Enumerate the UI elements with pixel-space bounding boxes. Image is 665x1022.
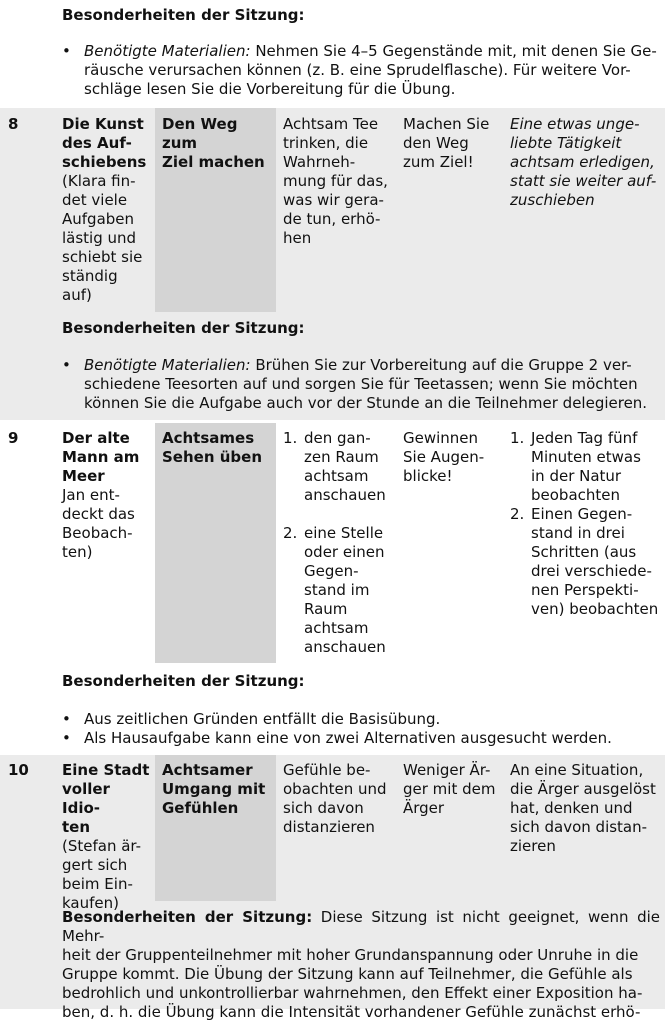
title-line: Meer <box>62 467 105 485</box>
basis-exercise-cell <box>283 429 399 657</box>
item-line: stand in drei <box>531 524 625 542</box>
homework-line: sich davon distan- <box>510 818 648 836</box>
homework-line: achtsam erledigen, <box>510 153 655 171</box>
motto-line: blicke! <box>403 467 453 485</box>
basis-line: Gefühle be- <box>283 761 371 779</box>
homework-line: zieren <box>510 837 556 855</box>
subtitle-line: deckt das <box>62 505 135 523</box>
session-title-cell <box>62 761 152 913</box>
motto-line: Ärger <box>403 799 445 817</box>
numbered-item <box>510 429 665 505</box>
homework-line: Eine etwas unge- <box>510 115 640 133</box>
motto-line: zum Ziel! <box>403 153 474 171</box>
basis-line: distanzieren <box>283 818 375 836</box>
title-line: voller Idio- <box>62 780 110 817</box>
motto-line: den Weg <box>403 134 469 152</box>
item-line: Einen Gegen- <box>531 505 633 523</box>
session-note-bullet <box>62 710 662 729</box>
session-notes-paragraph <box>62 908 660 1022</box>
note-line: Brühen Sie zur Vorbereitung auf die Gruppe 2 ver- <box>255 356 632 374</box>
session-notes-heading: Besonderheiten der Sitzung: <box>62 6 305 24</box>
note-line: können Sie die Aufgabe auch vor der Stunde an die Teilnehmer delegieren. <box>84 394 648 412</box>
homework-line: die Ärger ausgelöst <box>510 780 656 798</box>
basis-line: was wir gera- <box>283 191 384 209</box>
note-line: bedrohlich und unkontrollierbar wahrnehmen, den Effekt einer Exposition ha- <box>62 984 643 1002</box>
session-notes-heading: Besonderheiten der Sitzung: <box>62 908 313 926</box>
numbered-item <box>283 429 399 505</box>
subtitle-line: ständig <box>62 267 118 285</box>
item-number: 2. <box>510 505 525 523</box>
title-line: Eine Stadt <box>62 761 150 779</box>
motto-line: Weniger Är- <box>403 761 491 779</box>
exercise-line: Gefühlen <box>162 799 239 817</box>
basis-line: trinken, die <box>283 134 369 152</box>
basis-line: Achtsam Tee <box>283 115 379 133</box>
item-line: Schritten (aus <box>531 543 637 561</box>
numbered-item <box>283 524 399 657</box>
motto-cell <box>403 761 505 818</box>
item-line: Jeden Tag fünf <box>531 429 638 447</box>
basis-line: obachten und <box>283 780 387 798</box>
subtitle-line: kaufen) <box>62 894 119 912</box>
basis-line: Wahrneh- <box>283 153 356 171</box>
homework-line: An eine Situation, <box>510 761 644 779</box>
note-line: heit der Gruppenteilnehmer mit hoher Grundanspannung oder Unruhe in die <box>62 946 639 964</box>
item-line: anschauen <box>304 638 386 656</box>
item-number: 2. <box>283 524 298 542</box>
item-line: den gan- <box>304 429 371 447</box>
note-line: Nehmen Sie 4–5 Gegenstände mit, mit denen Sie Ge- <box>255 42 657 60</box>
session-title-cell <box>62 115 152 305</box>
exercise-line: Sehen üben <box>162 448 262 466</box>
subtitle-line: Jan ent- <box>62 486 120 504</box>
basis-line: hen <box>283 229 312 247</box>
session-notes-heading: Besonderheiten der Sitzung: <box>62 319 305 337</box>
note-lead: Benötigte Materialien: <box>84 356 251 374</box>
title-line: des Auf- <box>62 134 132 152</box>
item-line: nen Perspekti- <box>531 581 639 599</box>
subtitle-line: auf) <box>62 286 92 304</box>
item-line: Minuten etwas <box>531 448 641 466</box>
title-line: Mann am <box>62 448 140 466</box>
bullet-dot-icon: • <box>62 356 71 374</box>
session-title-cell <box>62 429 152 562</box>
motto-line: Gewinnen <box>403 429 479 447</box>
item-line: eine Stelle <box>304 524 384 542</box>
session-note-bullet <box>62 729 662 748</box>
homework-line: statt sie weiter auf- <box>510 172 657 190</box>
title-line: Die Kunst <box>62 115 144 133</box>
basis-line: sich davon <box>283 799 364 817</box>
item-line: Raum <box>304 600 348 618</box>
note-line: Als Hausaufgabe kann eine von zwei Alternativen ausgesucht werden. <box>84 729 612 747</box>
homework-cell <box>510 115 665 210</box>
exercise-line: Achtsamer <box>162 761 253 779</box>
item-line: in der Natur <box>531 467 622 485</box>
exercise-line: Umgang mit <box>162 780 266 798</box>
motto-line: Sie Augen- <box>403 448 485 466</box>
exercise-line: Achtsames <box>162 429 255 447</box>
exercise-line: Den Weg zum <box>162 115 238 152</box>
subtitle-line: beim Ein- <box>62 875 133 893</box>
note-line: räusche verursachen können (z. B. eine Sprudelflasche). Für weitere Vor- <box>84 61 631 79</box>
basis-exercise-cell <box>283 115 399 248</box>
basis-line: mung für das, <box>283 172 388 190</box>
item-line: achtsam <box>304 619 369 637</box>
homework-line: zuschieben <box>510 191 595 209</box>
title-line: Der alte <box>62 429 130 447</box>
subtitle-line: Aufgaben <box>62 210 135 228</box>
note-line: Gruppe kommt. Die Übung der Sitzung kann auf Teilnehmer, die Gefühle als <box>62 965 633 983</box>
homework-cell <box>510 429 665 619</box>
subtitle-line: (Stefan är- <box>62 837 142 855</box>
subtitle-line: gert sich <box>62 856 128 874</box>
subtitle-line: schiebt sie <box>62 248 143 266</box>
session-number: 10 <box>8 761 29 779</box>
item-number: 1. <box>283 429 298 447</box>
item-number: 1. <box>510 429 525 447</box>
note-line: Diese Sitzung ist nicht geeignet, wenn die Mehr- <box>62 908 660 945</box>
motto-line: Machen Sie <box>403 115 490 133</box>
item-line: drei verschiede- <box>531 562 652 580</box>
note-lead: Benötigte Materialien: <box>84 42 251 60</box>
subtitle-line: lästig und <box>62 229 137 247</box>
basis-line: de tun, erhö- <box>283 210 381 228</box>
exercise-cell <box>162 761 274 818</box>
homework-line: liebte Tätigkeit <box>510 134 622 152</box>
numbered-item <box>510 505 665 619</box>
bullet-dot-icon: • <box>62 729 71 747</box>
item-line: anschauen <box>304 486 386 504</box>
bullet-dot-icon: • <box>62 42 71 60</box>
note-line: Aus zeitlichen Gründen entfällt die Basisübung. <box>84 710 441 728</box>
exercise-cell <box>162 115 274 172</box>
homework-cell <box>510 761 665 856</box>
note-line: schiedene Teesorten auf und sorgen Sie für Teetassen; wenn Sie möchten <box>84 375 638 393</box>
session-number: 8 <box>8 115 19 133</box>
subtitle-line: Beobach- <box>62 524 133 542</box>
subtitle-line: det viele <box>62 191 128 209</box>
item-line: ven) beobachten <box>531 600 659 618</box>
item-line: zen Raum <box>304 448 379 466</box>
basis-exercise-cell <box>283 761 399 837</box>
item-line: oder einen <box>304 543 385 561</box>
session-note-bullet <box>62 356 662 413</box>
exercise-line: Ziel machen <box>162 153 265 171</box>
motto-cell <box>403 429 505 486</box>
subtitle-line: ten) <box>62 543 93 561</box>
bullet-dot-icon: • <box>62 710 71 728</box>
title-line: ten <box>62 818 91 836</box>
title-line: schiebens <box>62 153 147 171</box>
note-line: schläge lesen Sie die Vorbereitung für die Übung. <box>84 80 456 98</box>
item-line: stand im <box>304 581 370 599</box>
item-line: beobachten <box>531 486 621 504</box>
motto-line: ger mit dem <box>403 780 496 798</box>
item-line: Gegen- <box>304 562 359 580</box>
session-notes-heading: Besonderheiten der Sitzung: <box>62 672 305 690</box>
subtitle-line: (Klara fin- <box>62 172 136 190</box>
session-number: 9 <box>8 429 19 447</box>
exercise-cell <box>162 429 274 467</box>
motto-cell <box>403 115 505 172</box>
homework-line: hat, denken und <box>510 799 633 817</box>
note-line: ben, d. h. die Übung kann die Intensität vorhandener Gefühle zunächst erhö- <box>62 1003 641 1021</box>
item-line: achtsam <box>304 467 369 485</box>
session-note-bullet <box>62 42 662 99</box>
